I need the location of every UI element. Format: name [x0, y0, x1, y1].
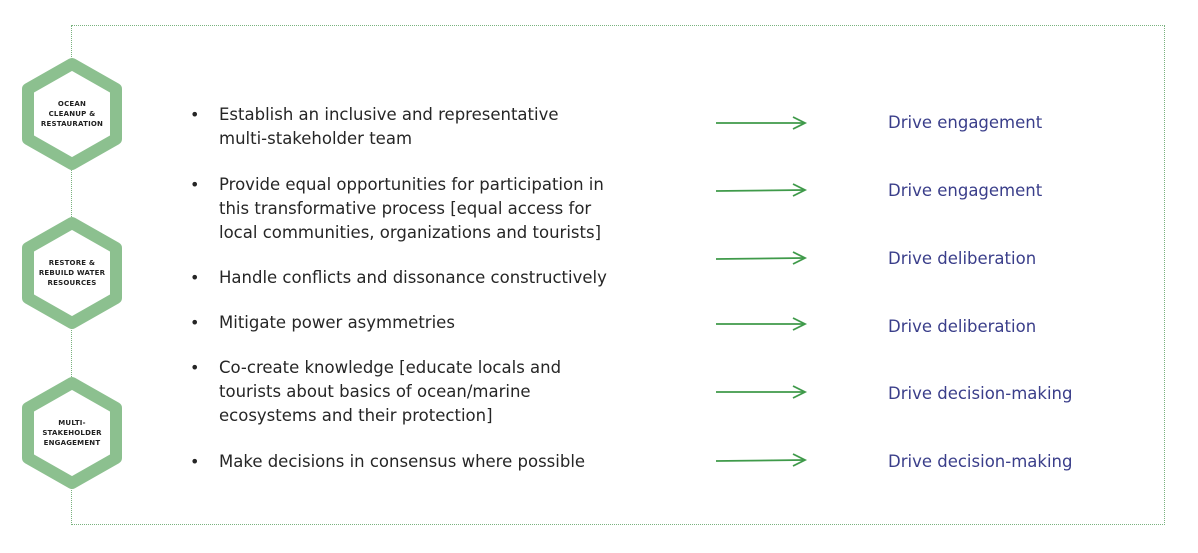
outcome-label: Drive deliberation — [888, 317, 1037, 336]
action-item — [190, 450, 670, 474]
right-arrow-icon — [714, 183, 810, 197]
action-item — [190, 311, 670, 335]
right-arrow-icon — [714, 453, 810, 467]
stage-hexagon-restore-water — [20, 216, 124, 330]
action-text: Establish an inclusive and representative multi-stakeholder team — [219, 105, 559, 148]
outcome-label: Drive engagement — [888, 181, 1043, 200]
bullet-icon: • — [190, 175, 200, 194]
action-item — [190, 266, 670, 290]
right-arrow-icon — [714, 251, 810, 265]
stage-label: OCEAN CLEANUP & RESTAURATION — [40, 100, 104, 128]
bullet-icon: • — [190, 313, 200, 332]
action-text: Mitigate power asymmetries — [219, 313, 455, 332]
bullet-icon: • — [190, 452, 200, 471]
action-text: Provide equal opportunities for participation in this transformative process [equal access for local communities, organizations and tourists] — [219, 175, 604, 242]
bullet-icon: • — [190, 268, 200, 287]
stage-hexagon-ocean-cleanup — [20, 57, 124, 171]
action-item — [190, 103, 670, 151]
action-text: Handle conflicts and dissonance constructively — [219, 268, 607, 287]
action-item — [190, 356, 670, 428]
action-item — [190, 173, 670, 245]
action-text: Make decisions in consensus where possible — [219, 452, 586, 471]
stage-label: RESTORE & REBUILD WATER RESOURCES — [38, 259, 106, 287]
outcome-label: Drive deliberation — [888, 249, 1037, 268]
outcome-label: Drive engagement — [888, 113, 1043, 132]
action-text: Co-create knowledge [educate locals and tourists about basics of ocean/marine ecosystems and their protection] — [219, 358, 562, 425]
right-arrow-icon — [714, 317, 810, 331]
right-arrow-icon — [714, 116, 810, 130]
outcome-label: Drive decision-making — [888, 452, 1073, 471]
right-arrow-icon — [714, 385, 810, 399]
stage-hexagon-multi-stakeholder — [20, 376, 124, 490]
bullet-icon: • — [190, 105, 200, 124]
bullet-icon: • — [190, 358, 200, 377]
stage-label: MULTI- STAKEHOLDER ENGAGEMENT — [42, 419, 102, 447]
outcome-label: Drive decision-making — [888, 384, 1073, 403]
